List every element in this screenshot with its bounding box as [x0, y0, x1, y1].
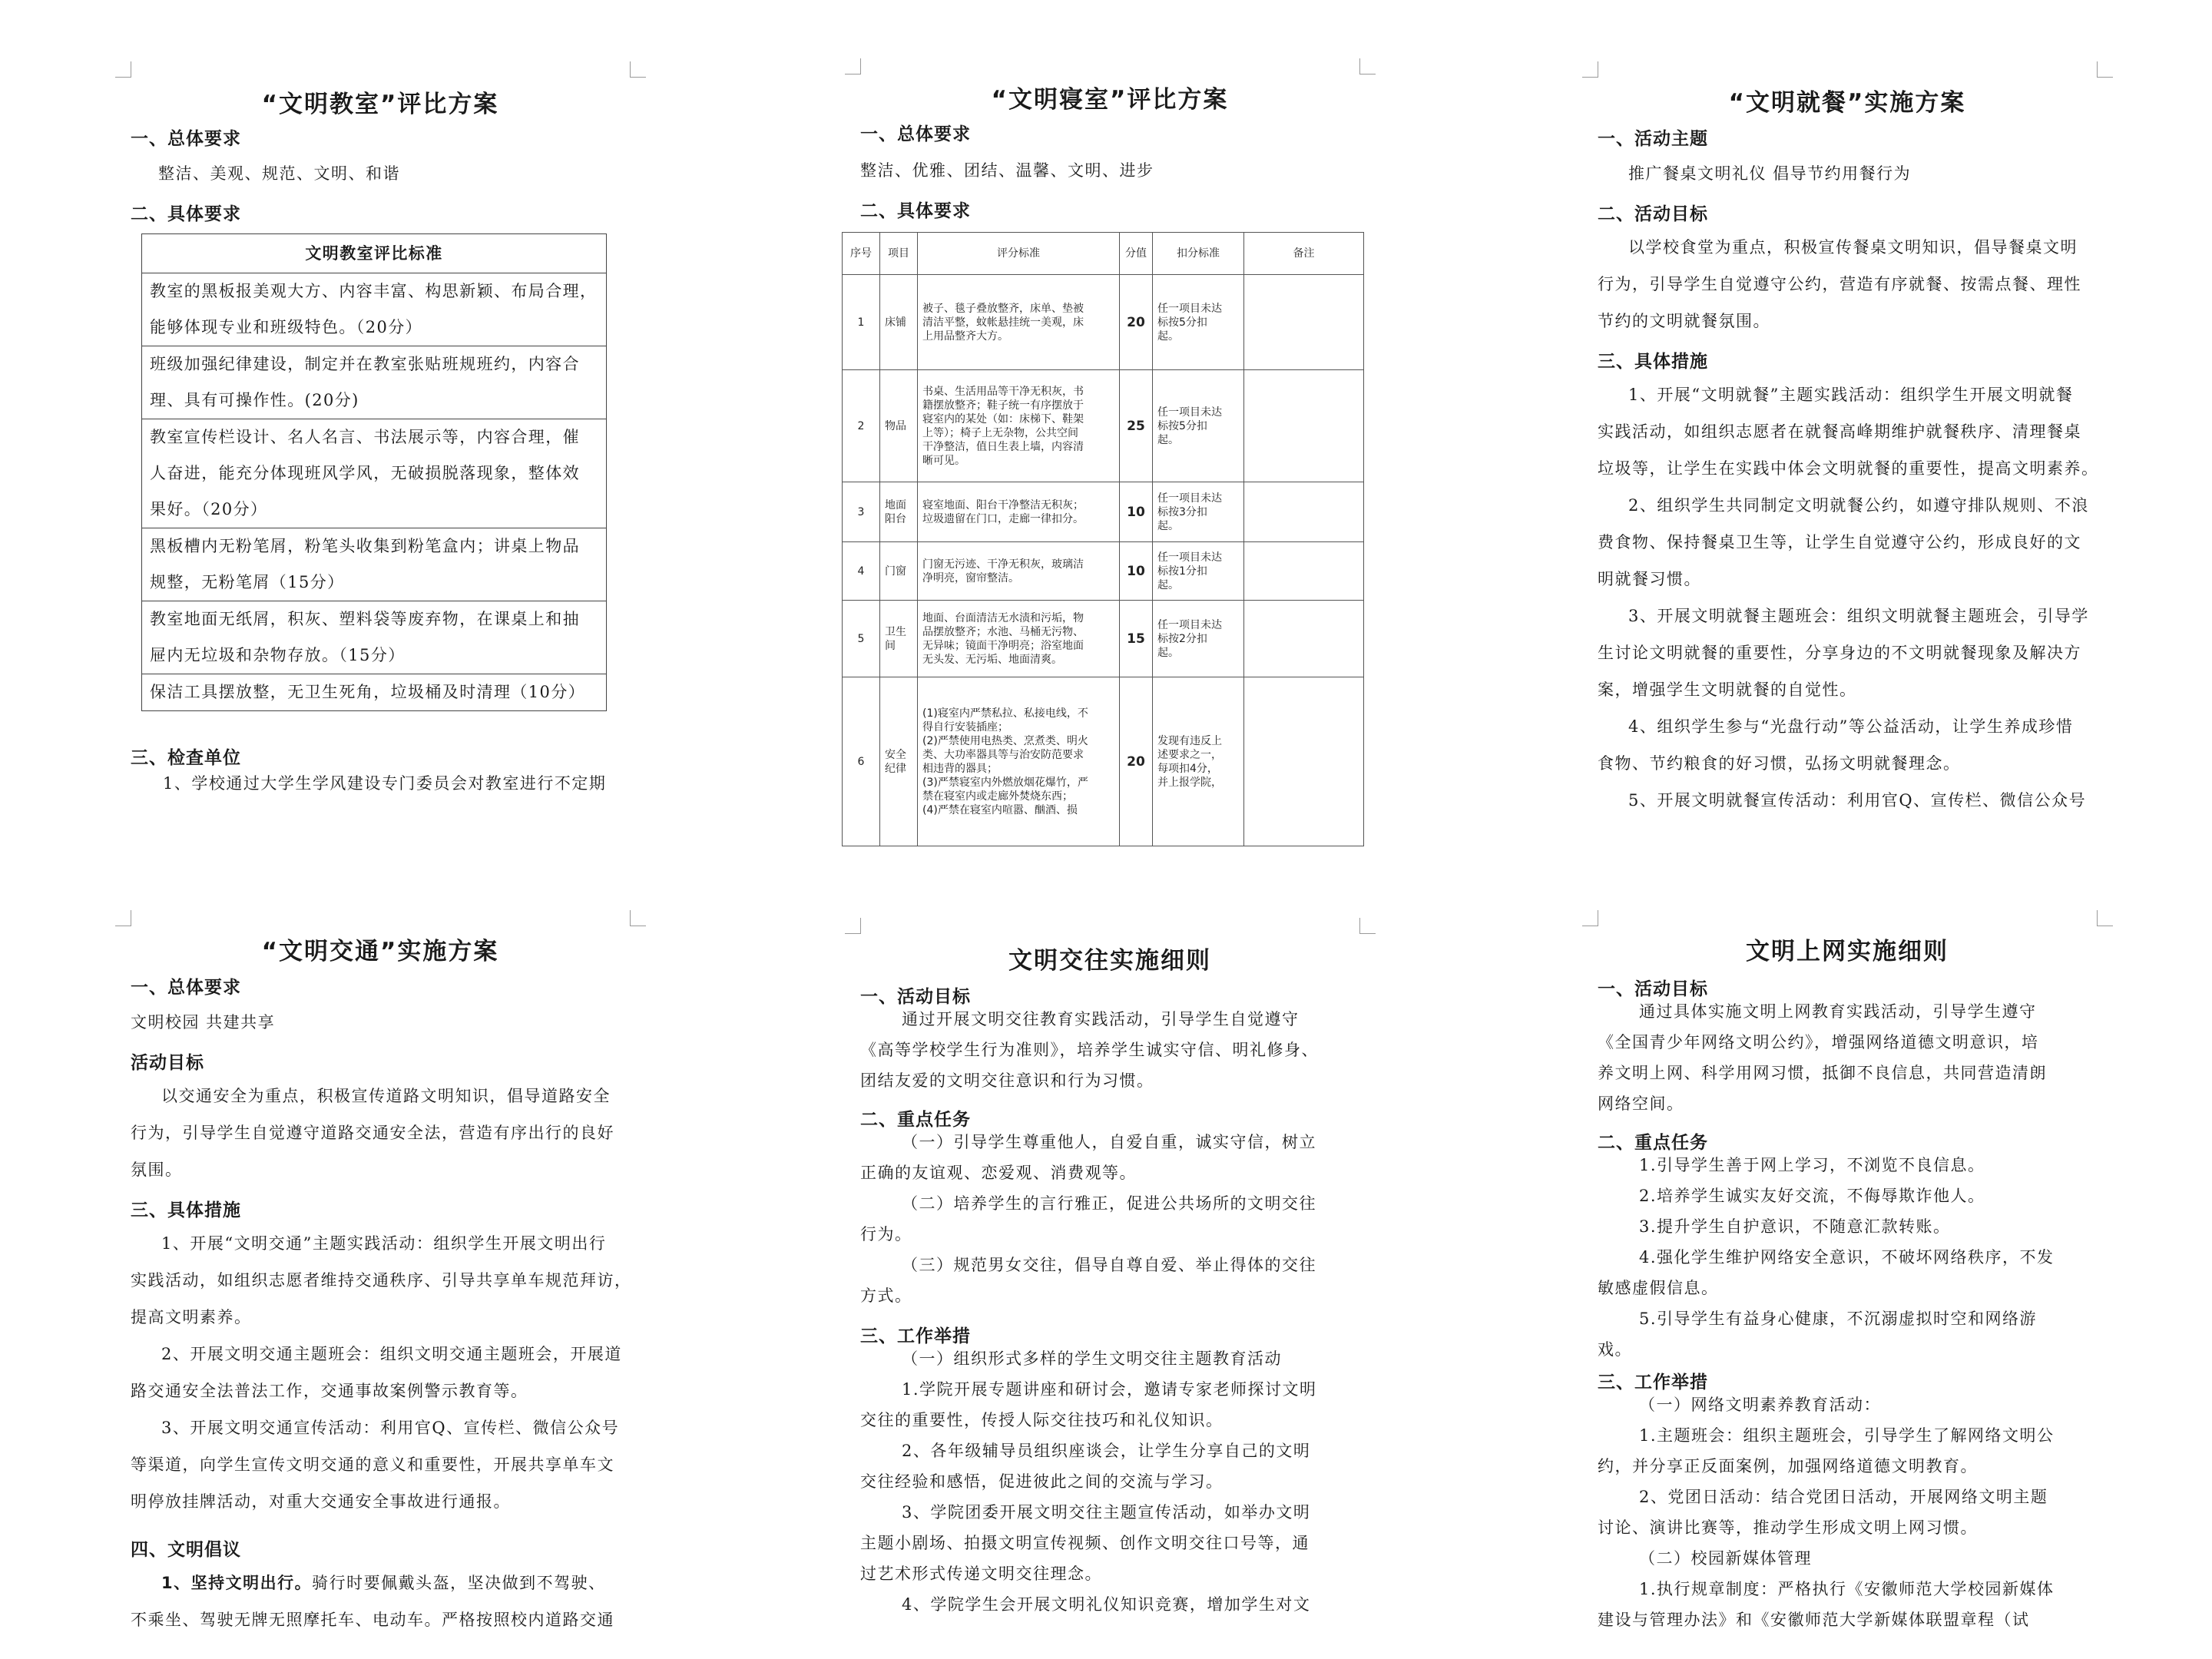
cell-remark: [1244, 677, 1364, 846]
cell-line: 能够体现专业和班级特色。（20分）: [150, 318, 423, 336]
section-heading: 四、文明倡议: [131, 1540, 241, 1560]
paragraph: 以学校食堂为重点，积极宣传餐桌文明知识，倡导餐桌文明 行为，引导学生自觉遵守公约，营造有序就餐、按需点餐、理性 节约的文明就餐氛围。: [1598, 238, 2081, 330]
section-heading: 二、重点任务: [860, 1110, 971, 1130]
scoring-table: [842, 232, 1364, 846]
header-score: 分值: [1120, 233, 1153, 275]
paragraph: 1、开展“文明就餐”主题实践活动：组织学生开展文明就餐 实践活动，如组织志愿者在就餐高峰期维护就餐秩序、清理餐桌 垃圾等，让学生在实践中体会文明就餐的重要性，提高文明素养。 2、组织学生共同制定文明就餐公约，如遵守排队规则、不浪 费食物、保持餐桌卫生等，让学生自觉遵守公约，形成良好的文 明就餐习惯。 3、开展文明就餐主题班会：组织文明就餐主题班会，引导学 生讨论文明就餐的重要性，分享身边的不文明就餐现象及解决方 案，增强学生文明就餐的自觉性。 4、组织学生参与“光盘行动”等公益活动，让学生养成珍惜 食物、节约粮食的好习惯，弘扬文明就餐理念。 5、开展文明就餐宣传活动：利用官Q、宣传栏、微信公众号: [1598, 386, 2099, 810]
cell-standard: 门窗无污迹、干净无积灰，玻璃洁 净明亮，窗帘整洁。: [918, 542, 1120, 601]
cell-score: 20: [1120, 275, 1153, 370]
table-row: [142, 273, 607, 346]
paragraph: 通过具体实施文明上网教育实践活动，引导学生遵守 《全国青少年网络文明公约》，增强网络道德文明意识，培 养文明上网、科学用网习惯，抵御不良信息，共同营造清朗 网络空间。: [1598, 1002, 2047, 1113]
paragraph: 1、学校通过大学生学风建设专门委员会对教室进行不定期: [163, 774, 607, 793]
cell-score: 10: [1120, 482, 1153, 542]
cell-line: 规整，无粉笔屑（15分）: [150, 573, 345, 591]
table-row: [142, 528, 607, 601]
corner-mark: [630, 61, 646, 78]
corner-mark: [2097, 910, 2113, 926]
cell-item: 地面 阳台: [880, 482, 918, 542]
corner-mark: [1582, 61, 1598, 78]
cell-line: 教室地面无纸屑，积灰、塑料袋等废弃物，在课桌上和抽: [150, 610, 580, 628]
cell-item: 门窗: [880, 542, 918, 601]
header-remark: 备注: [1244, 233, 1364, 275]
table-row: [142, 601, 607, 674]
cell-standard: 寝室地面、阳台干净整洁无积灰； 垃圾遗留在门口，走廊一律扣分。: [918, 482, 1120, 542]
paragraph: （一）网络文明素养教育活动： 1.主题班会：组织主题班会，引导学生了解网络文明公 约，并分享正反面案例，加强网络道德文明教育。 2、党团日活动：结合党团日活动，开展网络文明主题 讨论、演讲比赛等，推动学生形成文明上网习惯。 （二）校园新媒体管理 1.执行规章制度：严格执行《安徽师范大学校园新媒体 建设与管理办法》和《安徽师范大学新媒体联盟章程（试: [1598, 1396, 2055, 1629]
paragraph: 以交通安全为重点，积极宣传道路文明知识，倡导道路安全 行为，引导学生自觉遵守道路交通安全法，营造有序出行的良好 氛围。: [131, 1087, 614, 1179]
page-civilized-interaction: [806, 918, 1413, 1640]
cell-score: 10: [1120, 542, 1153, 601]
cell-remark: [1244, 275, 1364, 370]
table-header-row: [843, 233, 1364, 275]
section-heading: 三、检查单位: [131, 748, 241, 768]
cell-deduction: 任一项目未达 标按1分扣 起。: [1153, 542, 1244, 601]
table-row: [142, 346, 607, 419]
section-heading: 二、活动目标: [1598, 204, 1708, 224]
corner-mark: [115, 61, 131, 78]
cell-line: 教室宣传栏设计、名人名言、书法展示等，内容合理，催: [150, 428, 580, 446]
cell-standard: 书桌、生活用品等干净无积灰，书 籍摆放整齐；鞋子统一有序摆放于 寝室内的某处（如：床梯下、鞋架 上等）；椅子上无杂物，公共空间 干净整洁，值日生表上墙，内容清 晰可见。: [918, 370, 1120, 482]
section-heading: 二、重点任务: [1598, 1133, 1708, 1153]
corner-mark: [1359, 58, 1376, 75]
cell-score: 20: [1120, 677, 1153, 846]
cell-remark: [1244, 370, 1364, 482]
section-heading: 一、总体要求: [131, 978, 241, 998]
table-row: [843, 677, 1364, 846]
corner-mark: [1582, 910, 1598, 926]
table-row: [843, 275, 1364, 370]
table-row: [843, 370, 1364, 482]
corner-mark: [630, 910, 646, 926]
cell-line: 屉内无垃圾和杂物存放。（15分）: [150, 646, 406, 664]
table-row: [843, 542, 1364, 601]
paragraph: 1.引导学生善于网上学习，不浏览不良信息。 2.培养学生诚实友好交流，不侮辱欺诈他人。 3.提升学生自护意识，不随意汇款转账。 4.强化学生维护网络安全意识，不破坏网络秩序，不发 敏感虚假信息。 5.引导学生有益身心健康，不沉溺虚拟时空和网络游 戏。: [1598, 1156, 2055, 1359]
cell-standard: 被子、毯子叠放整齐，床单、垫被 清洁平整，蚊帐悬挂统一美观，床 上用品整齐大方。: [918, 275, 1120, 370]
table-row: [142, 419, 607, 528]
cell-deduction: 任一项目未达 标按3分扣 起。: [1153, 482, 1244, 542]
cell-remark: [1244, 482, 1364, 542]
page-title: “文明就餐”实施方案: [1728, 89, 1966, 117]
cell-deduction: 任一项目未达 标按2分扣 起。: [1153, 601, 1244, 677]
cell-item: 床铺: [880, 275, 918, 370]
cell-standard: (1)寝室内严禁私拉、私接电线，不 得自行安装插座； (2)严禁使用电热类、烹煮类、明火 类、大功率器具等与治安防范要求 相违背的器具； (3)严禁寝室内外燃放烟花爆竹，严 禁在寝室内或走廊外焚烧东西； (4)严禁在寝室内喧嚣、酗酒、损: [918, 677, 1120, 846]
paragraph: 整洁、优雅、团结、温馨、文明、进步: [860, 161, 1154, 180]
section-heading: 一、活动目标: [1598, 979, 1708, 999]
cell-no: 4: [843, 542, 880, 601]
cell-score: 25: [1120, 370, 1153, 482]
cell-line: 人奋进，能充分体现班风学风，无破损脱落现象，整体效: [150, 464, 580, 482]
cell-line: 班级加强纪律建设，制定并在教室张贴班规班约，内容合: [150, 355, 580, 373]
header-item: 项目: [880, 233, 918, 275]
cell-line: 果好。（20分）: [150, 500, 268, 518]
cell-no: 2: [843, 370, 880, 482]
cell-remark: [1244, 601, 1364, 677]
cell-no: 3: [843, 482, 880, 542]
page-civilized-traffic: [77, 910, 684, 1632]
paragraph: （一）引导学生尊重他人，自爱自重，诚实守信，树立 正确的友谊观、恋爱观、消费观等。 （二）培养学生的言行雅正，促进公共场所的文明交往 行为。 （三）规范男女交往，倡导自尊自爱、举止得体的交往 方式。: [860, 1133, 1316, 1305]
corner-mark: [845, 58, 861, 75]
cell-no: 1: [843, 275, 880, 370]
paragraph: 1、开展“文明交通”主题实践活动：组织学生开展文明出行 实践活动，如组织志愿者维持交通秩序、引导共享单车规范拜访， 提高文明素养。 2、开展文明交通主题班会：组织文明交通主题班会，开展道 路交通安全法普法工作，交通事故案例警示教育等。 3、开展文明交通宣传活动：利用官Q、宣传栏、微信公众号 等渠道，向学生宣传文明交通的意义和重要性，开展共享单车文 明停放挂牌活动，对重大交通安全事故进行通报。: [131, 1234, 632, 1511]
cell-deduction: 任一项目未达 标按5分扣 起。: [1153, 275, 1244, 370]
header-no: 序号: [843, 233, 880, 275]
corner-mark: [2097, 61, 2113, 78]
section-heading: 二、具体要求: [860, 201, 971, 221]
criteria-table: [141, 233, 607, 711]
page-civilized-dining: [1544, 61, 2151, 810]
paragraph: 整洁、美观、规范、文明、和谐: [158, 164, 400, 183]
page-title: “文明寝室”评比方案: [991, 86, 1229, 114]
paragraph: 推广餐桌文明礼仪 倡导节约用餐行为: [1628, 164, 1912, 183]
cell-no: 5: [843, 601, 880, 677]
table-row: [142, 674, 607, 711]
cell-deduction: 发现有违反上 述要求之一， 每项扣4分， 并上报学院，: [1153, 677, 1244, 846]
initiative-lead: 1、坚持文明出行。: [161, 1574, 313, 1592]
cell-line: 保洁工具摆放整，无卫生死角，垃圾桶及时清理（10分）: [150, 683, 586, 701]
page-title: 文明交往实施细则: [1008, 947, 1211, 975]
table-row: [843, 482, 1364, 542]
cell-line: 黑板槽内无粉笔屑，粉笔头收集到粉笔盒内；讲桌上物品: [150, 537, 580, 555]
cell-item: 安全 纪律: [880, 677, 918, 846]
section-heading: 活动目标: [131, 1053, 204, 1073]
cell-line: 理、具有可操作性。(20分): [150, 391, 359, 409]
section-heading: 一、活动目标: [860, 987, 971, 1007]
corner-mark: [845, 918, 861, 934]
paragraph: 通过开展文明交往教育实践活动，引导学生自觉遵守 《高等学校学生行为准则》，培养学生诚实守信、明礼修身、 团结友爱的文明交往意识和行为习惯。: [860, 1010, 1319, 1090]
cell-remark: [1244, 542, 1364, 601]
paragraph: 1、坚持文明出行。骑行时要佩戴头盔，坚决做到不驾驶、 不乘坐、驾驶无牌无照摩托车、电动车。严格按照校内道路交通: [131, 1574, 614, 1629]
cell-standard: 地面、台面清洁无水渍和污垢，物 品摆放整齐；水池、马桶无污物、 无异味；镜面干净明亮；浴室地面 无头发、无污垢、地面清爽。: [918, 601, 1120, 677]
cell-item: 卫生 间: [880, 601, 918, 677]
paragraph: （一）组织形式多样的学生文明交往主题教育活动 1.学院开展专题讲座和研讨会，邀请专家老师探讨文明 交往的重要性，传授人际交往技巧和礼仪知识。 2、各年级辅导员组织座谈会，让学生分享自己的文明 交往经验和感悟，促进彼此之间的交流与学习。 3、学院团委开展文明交往主题宣传活动，如举办文明 主题小剧场、拍摄文明宣传视频、创作文明交往口号等，通 过艺术形式传递文明交往理念。 4、学院学生会开展文明礼仪知识竞赛，增加学生对文: [860, 1349, 1317, 1614]
page-civilized-internet: [1544, 910, 2151, 1632]
table-row: [843, 601, 1364, 677]
section-heading: 一、总体要求: [860, 124, 971, 144]
corner-mark: [1359, 918, 1376, 934]
section-heading: 三、具体措施: [131, 1200, 241, 1220]
cell-no: 6: [843, 677, 880, 846]
paragraph: 文明校园 共建共享: [131, 1013, 276, 1031]
section-heading: 三、工作举措: [860, 1326, 971, 1346]
section-heading: 三、工作举措: [1598, 1373, 1708, 1392]
section-heading: 一、总体要求: [131, 129, 241, 149]
page-title: “文明交通”实施方案: [261, 938, 499, 965]
cell-deduction: 任一项目未达 标按5分扣 起。: [1153, 370, 1244, 482]
section-heading: 二、具体要求: [131, 204, 241, 224]
cell-score: 15: [1120, 601, 1153, 677]
cell-item: 物品: [880, 370, 918, 482]
header-deduction: 扣分标准: [1153, 233, 1244, 275]
table-header: 文明教室评比标准: [142, 234, 607, 273]
corner-mark: [115, 910, 131, 926]
page-civilized-dormitory: [806, 58, 1413, 816]
section-heading: 一、活动主题: [1598, 129, 1708, 149]
cell-line: 教室的黑板报美观大方、内容丰富、构思新颖、布局合理，: [150, 282, 598, 300]
section-heading: 三、具体措施: [1598, 352, 1708, 372]
page-title: “文明教室”评比方案: [261, 91, 499, 118]
page-title: 文明上网实施细则: [1746, 938, 1949, 965]
header-standard: 评分标准: [918, 233, 1120, 275]
page-civilized-classroom: [77, 61, 684, 793]
